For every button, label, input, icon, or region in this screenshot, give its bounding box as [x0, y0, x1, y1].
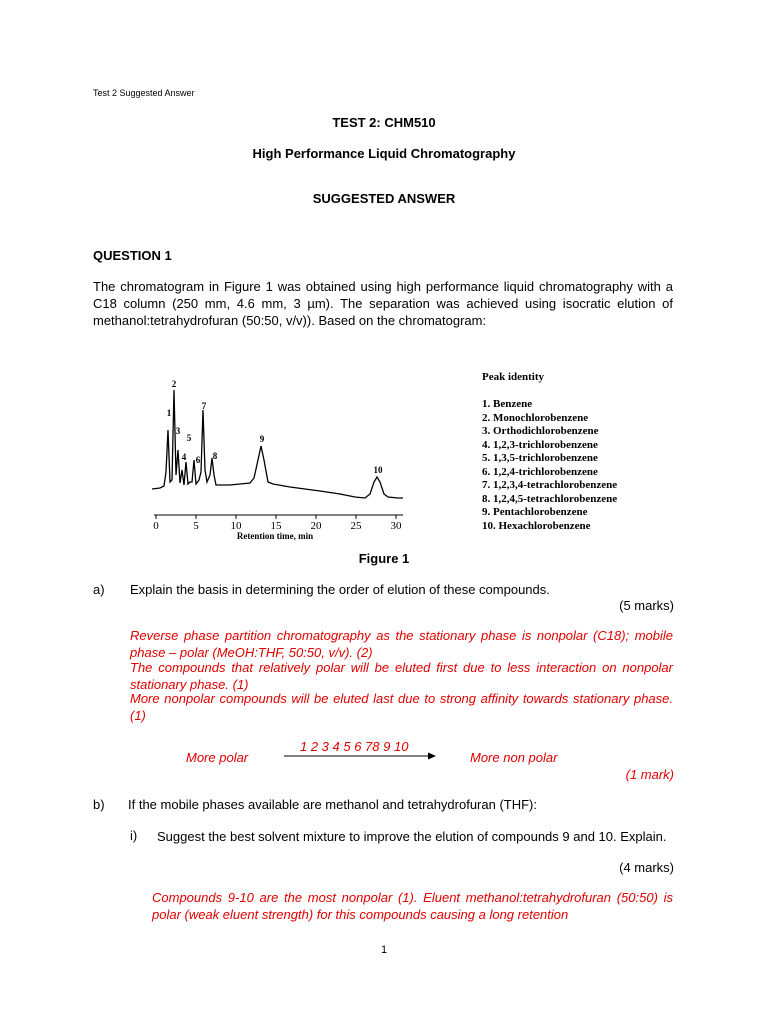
part-a-question: Explain the basis in determining the order of elution of these compounds.: [130, 582, 550, 597]
part-b-label: b): [93, 797, 105, 812]
peak-label-6: 6: [195, 455, 201, 465]
peak-label-9: 9: [259, 434, 265, 444]
more-polar-label: More polar: [186, 750, 249, 765]
peak-label-7: 7: [201, 401, 207, 411]
x-tick-label: 5: [193, 520, 199, 532]
part-b-i-question: Suggest the best solvent mixture to improve the elution of compounds 9 and 10. Explain.: [157, 829, 667, 844]
peak-identity-item: 1. Benzene: [482, 398, 533, 410]
peak-label-4: 4: [181, 452, 187, 462]
part-b-i-answer: Compounds 9-10 are the most nonpolar (1). Eluent methanol:tetrahydrofuran (50:50) is polar (weak eluent strength) for this compounds causing a long retention: [152, 890, 673, 922]
part-b-question: If the mobile phases available are methanol and tetrahydrofuran (THF):: [128, 797, 537, 812]
peak-label-5: 5: [186, 433, 192, 443]
peak-label-3: 3: [175, 426, 181, 436]
x-tick-label: 20: [310, 520, 322, 532]
more-non-polar-label: More non polar: [470, 750, 558, 765]
peak-identity-item: 5. 1,3,5-trichlorobenzene: [482, 452, 598, 464]
part-a-marks: (5 marks): [619, 598, 674, 613]
running-header: Test 2 Suggested Answer: [93, 88, 195, 98]
suggested-answer-title: SUGGESTED ANSWER: [312, 191, 456, 206]
peak-label-10: 10: [373, 465, 383, 475]
peak-identity-item: 10. Hexachlorobenzene: [482, 519, 591, 532]
peak-label-1: 1: [166, 408, 172, 418]
part-a-answer-2: The compounds that relatively polar will be eluted first due to less interaction on nonpolar stationary phase. (1): [130, 660, 673, 692]
elution-order-sequence: 1 2 3 4 5 6 78 9 10: [300, 739, 409, 754]
test-title: TEST 2: CHM510: [332, 115, 436, 130]
x-tick-label: 10: [230, 520, 242, 532]
part-a-label: a): [93, 582, 105, 597]
peak-identity-item: 4. 1,2,3-trichlorobenzene: [482, 438, 598, 451]
x-tick-label: 30: [390, 520, 402, 532]
peak-identity-item: 7. 1,2,3,4-tetrachlorobenzene: [482, 479, 618, 491]
chromatogram-trace: [152, 390, 403, 498]
x-axis-label: Retention time, min: [236, 531, 314, 541]
question-1-heading: QUESTION 1: [93, 248, 172, 263]
peak-identity-item: 6. 1,2,4-trichlorobenzene: [482, 465, 598, 478]
peak-identity-item: 8. 1,2,4,5-tetrachlorobenzene: [482, 492, 618, 505]
x-tick-label: 25: [350, 520, 362, 532]
peak-identity-item: 3. Orthodichlorobenzene: [482, 425, 599, 437]
question-1-intro: The chromatogram in Figure 1 was obtained using high performance liquid chromatography with a C18 column (250 mm, 4.6 mm, 3 µm). The separation was achieved using isocratic elution of methanol:tetrahydrofuran (50:50, v/v)). Based on the chromatogram:: [93, 279, 673, 328]
peak-identity-item: 2. Monochlorobenzene: [482, 411, 589, 424]
course-title: High Performance Liquid Chromatography: [252, 146, 516, 161]
part-b-i-label: i): [130, 828, 138, 843]
part-a-answer-1: Reverse phase partition chromatography as the stationary phase is nonpolar (C18); mobile phase – polar (MeOH:THF, 50:50, v/v). (2): [130, 628, 673, 660]
chromatogram-figure: [140, 370, 420, 545]
order-marks: (1 mark): [625, 767, 674, 782]
page-number: 1: [380, 944, 388, 956]
peak-label-8: 8: [212, 451, 218, 461]
x-tick-label: 0: [153, 520, 159, 532]
x-tick-label: 15: [270, 520, 282, 532]
figure-caption: Figure 1: [358, 551, 410, 566]
part-b-i-marks: (4 marks): [619, 860, 674, 875]
part-a-answer-3: More nonpolar compounds will be eluted last due to strong affinity towards stationary phase. (1): [130, 691, 673, 723]
x-axis-ticks: [156, 515, 396, 519]
peak-identity-list: [482, 398, 617, 533]
peak-identity-title: Peak identity: [482, 371, 545, 383]
elution-order-arrow: [284, 751, 436, 761]
peak-label-2: 2: [171, 379, 177, 389]
peak-identity-item: 9. Pentachlorobenzene: [482, 506, 588, 518]
